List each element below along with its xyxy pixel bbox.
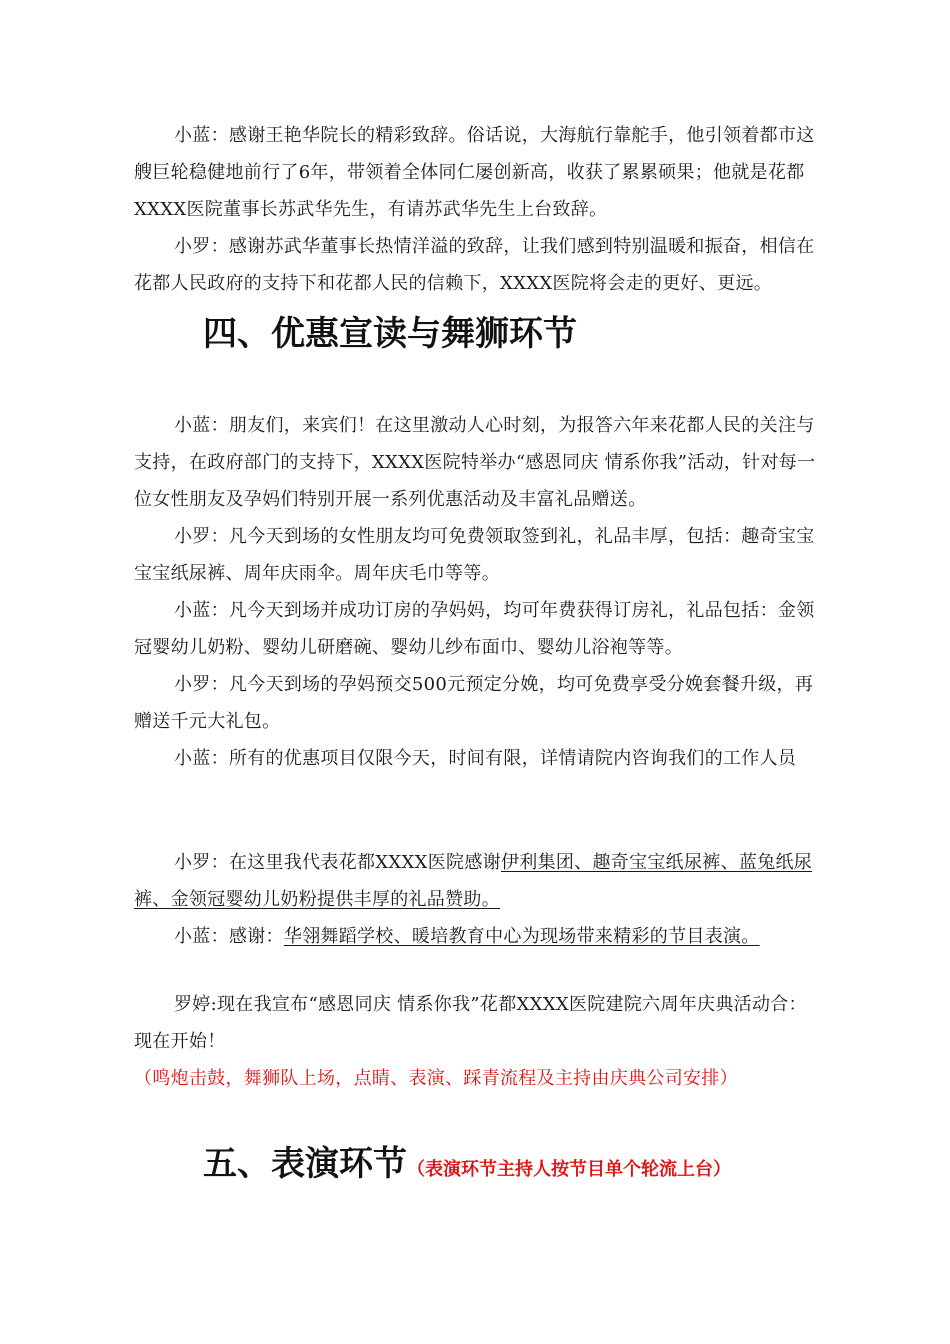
sponsors-list: 伊利集团、趣奇宝宝纸尿裤、蓝兔纸尿裤、金领冠婴幼儿奶粉提供丰厚的礼品赞助。 (134, 852, 813, 910)
paragraph-xiaolan-friends: 小蓝：朋友们，来宾们！在这里激动人心时刻，为报答六年来花都人民的关注与支持，在政府部门的支持下，XXXX医院特举办“感恩同庆 情系你我”活动，针对每一位女性朋友及孕妈们特别开展一系列优惠活动及丰富礼品赠送。 (134, 415, 816, 510)
paragraph-xiaoluo-thanks-su: 小罗：感谢苏武华董事长热情洋溢的致辞，让我们感到特别温暖和振奋，相信在花都人民政府的支持下和花都人民的信赖下，XXXX医院将会走的更好、更远。 (134, 236, 815, 294)
announce-line2: 合：现在开始！ (134, 994, 807, 1052)
section-heading-5 (203, 1142, 731, 1192)
sponsors-prefix: 小罗：在这里我代表花都XXXX医院感谢 (174, 852, 501, 873)
performers-list: 华翎舞蹈学校、暖培教育中心为现场带来精彩的节目表演。 (283, 926, 760, 947)
paragraph-xiaoluo-package: 小罗：凡今天到场的孕妈预交500元预定分娩，均可免费享受分娩套餐升级，再赠送千元大礼包。 (134, 674, 814, 732)
paragraph-xiaoluo-sponsors (134, 844, 824, 918)
paragraph-xiaolan-performers (134, 918, 824, 955)
paragraph-xiaolan-limited: 小蓝：所有的优惠项目仅限今天，时间有限，详情请院内咨询我们的工作人员 (174, 748, 797, 769)
section-heading-5-title: 五、表演环节 (203, 1144, 407, 1184)
paragraph-xiaolan-booking: 小蓝：凡今天到场并成功订房的孕妈妈，均可年费获得订房礼，礼品包括：金领冠婴幼儿奶粉、婴幼儿研磨碗、婴幼儿纱布面巾、婴幼儿浴袍等等。 (134, 600, 815, 658)
paragraph-luoting-announce (134, 986, 824, 1097)
announce-line1: 罗婷:现在我宣布“感恩同庆 情系你我”花都XXXX医院建院六周年庆典活动 (174, 994, 771, 1015)
section-heading-5-note: （表演环节主持人按节目单个轮流上台） (407, 1159, 731, 1180)
paragraph-xiaoluo-gifts: 小罗：凡今天到场的女性朋友均可免费领取签到礼，礼品丰厚，包括：趣奇宝宝宝宝纸尿裤、周年庆雨伞。周年庆毛巾等等。 (134, 526, 815, 584)
performers-prefix: 小蓝：感谢： (174, 926, 284, 947)
section-heading-4: 四、优惠宣读与舞狮环节 (203, 314, 577, 354)
announce-red-note: （鸣炮击鼓，舞狮队上场，点睛、表演、踩青流程及主持由庆典公司安排） (134, 1068, 738, 1089)
paragraph-xiaolan-thanks-wang: 小蓝：感谢王艳华院长的精彩致辞。俗话说，大海航行靠舵手，他引领着都市这艘巨轮稳健地前行了6年，带领着全体同仁屡创新高，收获了累累硕果；他就是花都XXXX医院董事长苏武华先生，有请苏武华先生上台致辞。 (134, 125, 815, 220)
